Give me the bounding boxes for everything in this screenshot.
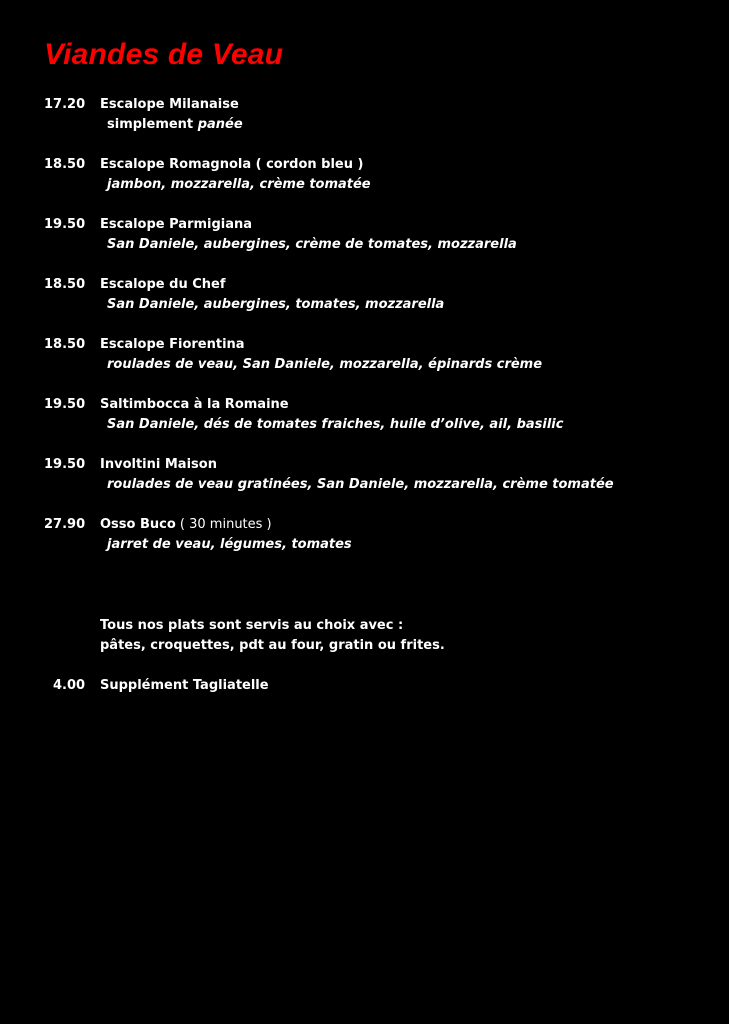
item-price: 19.50 xyxy=(44,397,86,412)
page-title: Viandes de Veau xyxy=(44,38,284,71)
item-price: 19.50 xyxy=(44,217,86,232)
item-description: roulades de veau gratinées, San Daniele, mozzarella, crème tomatée xyxy=(107,477,614,492)
item-name-text: Osso Buco xyxy=(100,517,176,532)
item-description: jambon, mozzarella, crème tomatée xyxy=(107,177,371,192)
item-name xyxy=(100,517,272,532)
item-name: Escalope Parmigiana xyxy=(100,217,253,232)
item-price: 27.90 xyxy=(44,517,86,532)
item-name: Involtini Maison xyxy=(100,457,217,472)
item-description-plain: simplement xyxy=(107,117,198,132)
item-price: 18.50 xyxy=(44,337,86,352)
item-name: Escalope Fiorentina xyxy=(100,337,245,352)
item-price: 19.50 xyxy=(44,457,86,472)
item-name: Escalope Romagnola ( cordon bleu ) xyxy=(100,157,364,172)
item-description: San Daniele, aubergines, tomates, mozzarella xyxy=(107,297,445,312)
sides-note-line-1: Tous nos plats sont servis au choix avec : xyxy=(100,618,404,633)
item-description: San Daniele, dés de tomates fraiches, huile d’olive, ail, basilic xyxy=(107,417,564,432)
item-name: Saltimbocca à la Romaine xyxy=(100,397,289,412)
item-description-italic: panée xyxy=(197,117,243,132)
item-description xyxy=(107,117,243,132)
item-price: 17.20 xyxy=(44,97,86,112)
supplement-price: 4.00 xyxy=(53,678,86,693)
item-price: 18.50 xyxy=(44,157,86,172)
item-price: 18.50 xyxy=(44,277,86,292)
supplement-name: Supplément Tagliatelle xyxy=(100,678,269,693)
item-description: San Daniele, aubergines, crème de tomates, mozzarella xyxy=(107,237,517,252)
sides-note-line-2: pâtes, croquettes, pdt au four, gratin ou frites. xyxy=(100,638,445,653)
item-name: Escalope du Chef xyxy=(100,277,226,292)
item-description: jarret de veau, légumes, tomates xyxy=(107,537,352,552)
item-name: Escalope Milanaise xyxy=(100,97,239,112)
item-name-note: ( 30 minutes ) xyxy=(175,517,272,532)
item-description: roulades de veau, San Daniele, mozzarella, épinards crème xyxy=(107,357,543,372)
